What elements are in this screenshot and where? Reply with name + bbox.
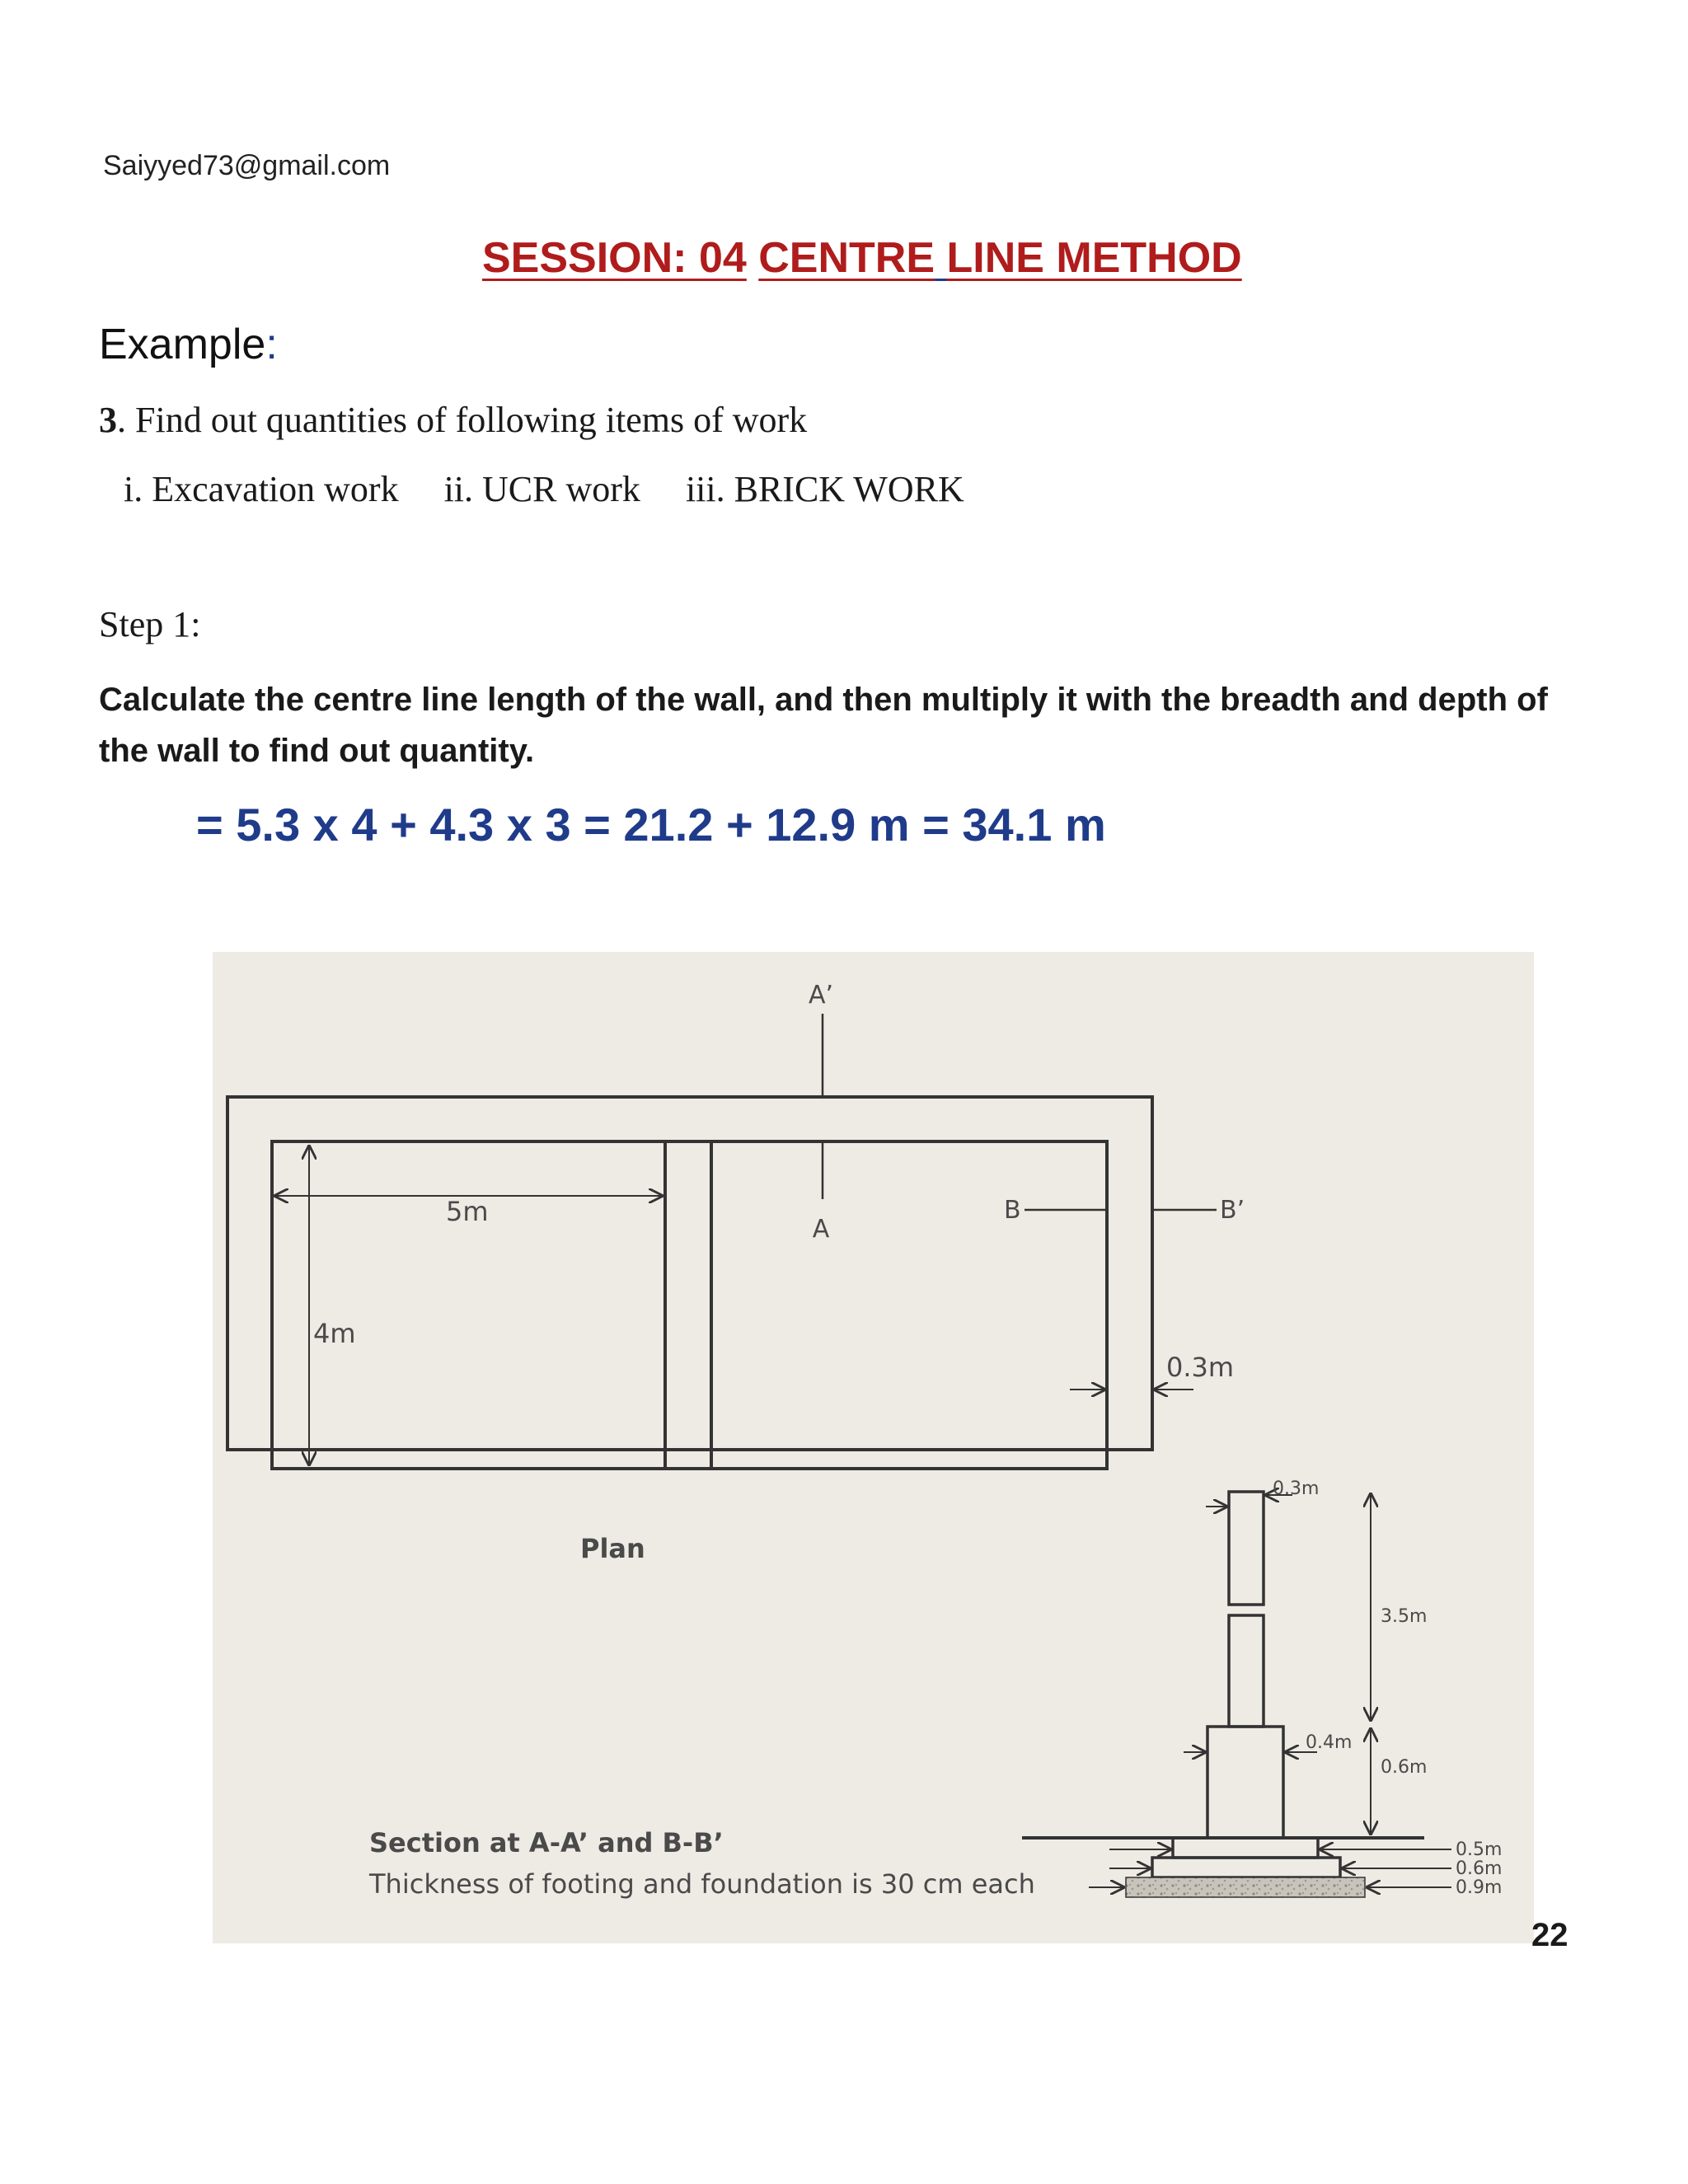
dim-4m-label: 4m <box>313 1318 356 1349</box>
section-title: Section at A-A’ and B-B’ <box>369 1827 724 1858</box>
label-b: B <box>1004 1196 1021 1225</box>
footing-step-2 <box>1152 1858 1340 1877</box>
foundation-concrete <box>1126 1877 1365 1897</box>
section-plinth <box>1207 1727 1283 1838</box>
dim-footing-1-label: 0.5m <box>1456 1840 1503 1860</box>
section-wall-lower <box>1229 1615 1264 1727</box>
example-heading-colon: : <box>265 321 278 368</box>
centre-line-formula: = 5.3 x 4 + 4.3 x 3 = 21.2 + 12.9 m = 34.1 m <box>196 799 1106 851</box>
figure-drawing <box>213 952 1534 1943</box>
dim-foundation-label: 0.9m <box>1456 1877 1503 1898</box>
section-note: Thickness of footing and foundation is 30 cm each <box>369 1868 1035 1900</box>
work-item-brick: iii. BRICK WORK <box>685 469 964 509</box>
dim-wall-top-label: 0.3m <box>1273 1479 1320 1499</box>
dim-height-label: 3.5m <box>1381 1606 1428 1627</box>
question-number: 3 <box>99 400 117 440</box>
step-instruction: Calculate the centre line length of the wall, and then multiply it with the breadth and depth of the wall to find out quantity. <box>99 682 1548 769</box>
page-title <box>482 233 1242 283</box>
title-centre: CENTRE <box>758 234 935 282</box>
step-label: Step 1: <box>99 604 201 644</box>
dim-5m-label: 5m <box>446 1196 489 1227</box>
section-drawing <box>1022 1492 1451 1897</box>
page-number: 22 <box>1531 1917 1568 1953</box>
footing-step-1 <box>1173 1838 1318 1858</box>
work-item-excavation: i. Excavation work <box>124 469 399 509</box>
label-a: A <box>812 1215 830 1244</box>
work-items <box>124 468 1001 510</box>
plan-outer-wall <box>227 1097 1152 1450</box>
label-a-prime: A’ <box>808 981 834 1010</box>
dim-footing-2-label: 0.6m <box>1456 1858 1503 1879</box>
section-wall-upper <box>1229 1492 1264 1605</box>
example-heading-text: Example <box>99 321 266 368</box>
dim-plinth-height-label: 0.6m <box>1381 1757 1428 1778</box>
dim-plinth-width-label: 0.4m <box>1306 1732 1353 1753</box>
question <box>99 399 807 441</box>
work-item-ucr: ii. UCR work <box>443 469 640 509</box>
author-email: Saiyyed73@gmail.com <box>103 150 391 181</box>
label-b-prime: B’ <box>1220 1196 1245 1225</box>
question-text: . Find out quantities of following items of work <box>117 400 808 440</box>
plan-drawing <box>227 1014 1217 1471</box>
plan-label: Plan <box>580 1533 645 1564</box>
plan-inner-wall <box>272 1141 1107 1469</box>
title-session: SESSION: 04 <box>482 234 747 282</box>
example-heading <box>99 320 278 369</box>
plan-and-section-figure <box>213 952 1534 1943</box>
plan-partition-wall <box>665 1141 711 1469</box>
title-line-method: LINE METHOD <box>946 234 1242 282</box>
dim-wall-label: 0.3m <box>1166 1352 1235 1383</box>
